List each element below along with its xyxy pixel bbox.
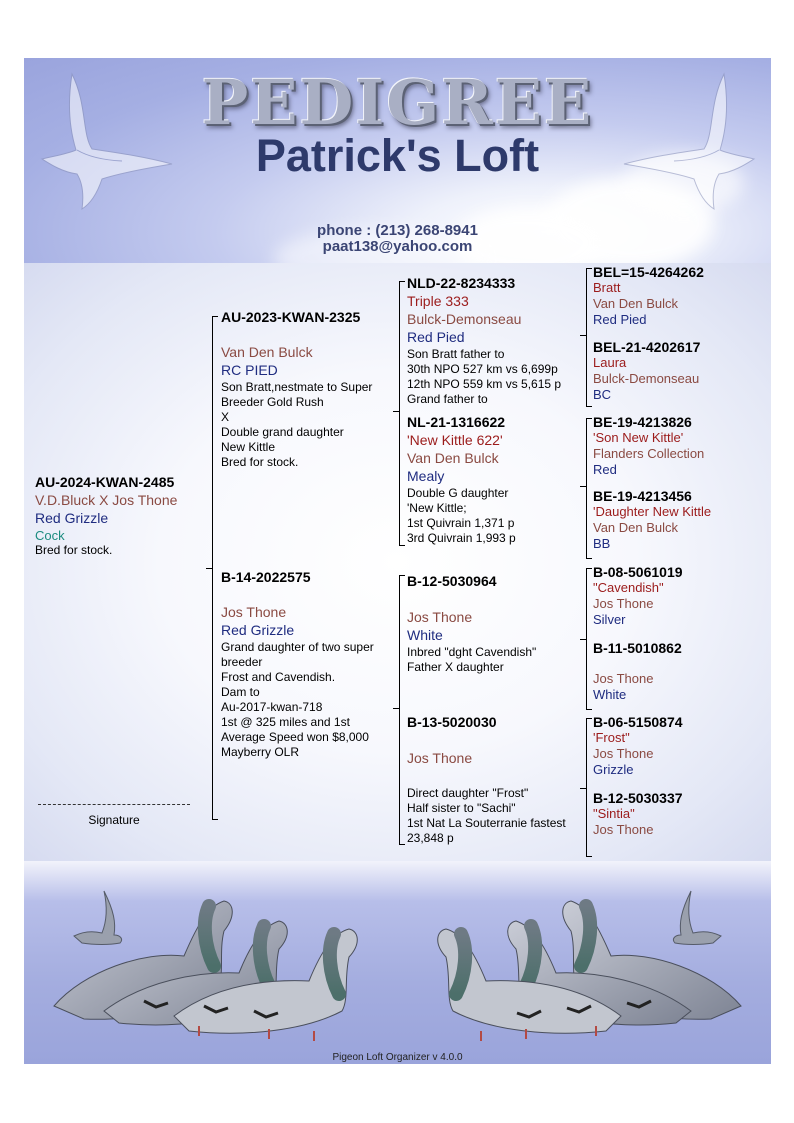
bracket-tick — [212, 316, 218, 317]
contact-phone: phone : (213) 268-8941 — [317, 222, 478, 239]
sire-strain: Van Den Bulck — [221, 344, 313, 360]
bracket-tick — [580, 639, 586, 640]
bracket-tick — [586, 709, 592, 710]
sire-sire-name: Triple 333 — [407, 293, 469, 309]
bracket-tick — [399, 575, 405, 576]
dam-note: 1st @ 325 miles and 1st — [221, 715, 350, 729]
ggp-6-ring: B-11-5010862 — [593, 640, 682, 656]
bracket-tick — [399, 844, 405, 845]
software-credit: Pigeon Loft Organizer v 4.0.0 — [332, 1052, 463, 1063]
ggp-6-strain: Jos Thone — [593, 671, 654, 686]
ggp-3-name: 'Son New Kittle' — [593, 430, 684, 445]
bracket-gen3 — [586, 418, 587, 559]
bracket-dam — [399, 575, 400, 845]
ggp-4-strain: Van Den Bulck — [593, 520, 679, 535]
dam-dam-note: Direct daughter "Frost" — [407, 786, 529, 800]
sire-note: New Kittle — [221, 440, 276, 454]
sire-note: Son Bratt,nestmate to Super — [221, 380, 373, 394]
flying-pigeon-right-icon — [673, 891, 721, 945]
ggp-5-name: "Cavendish" — [593, 580, 664, 595]
dam-note: Grand daughter of two super — [221, 640, 374, 654]
dam-note: Dam to — [221, 685, 260, 699]
dam-note: Mayberry OLR — [221, 745, 300, 759]
ggp-1-strain: Van Den Bulck — [593, 296, 679, 311]
sire-note: Double grand daughter — [221, 425, 344, 439]
bracket-tick — [580, 486, 586, 487]
sire-note: Breeder Gold Rush — [221, 395, 324, 409]
sire-dam-note: 'New Kittle; — [407, 501, 467, 515]
dam-note: breeder — [221, 655, 263, 669]
sire-dam-color: Mealy — [407, 468, 445, 484]
bracket-sire — [399, 281, 400, 546]
ggp-8-name: "Sintia" — [593, 806, 635, 821]
bracket-tick — [586, 406, 592, 407]
subject-ring: AU-2024-KWAN-2485 — [35, 474, 175, 490]
bracket-tick — [586, 856, 592, 857]
subject-sex: Cock — [35, 528, 65, 543]
subject-notes: Bred for stock. — [35, 543, 113, 557]
contact-email: paat138@yahoo.com — [322, 238, 473, 255]
ggp-4-color: BB — [593, 536, 611, 551]
ggp-2-strain: Bulck-Demonseau — [593, 371, 700, 386]
bracket-gen3 — [586, 268, 587, 407]
dam-note: Average Speed won $8,000 — [221, 730, 369, 744]
bracket-tick — [399, 545, 405, 546]
signature-line — [38, 804, 190, 805]
dam-dam-strain: Jos Thone — [407, 750, 473, 766]
signature-label: Signature — [88, 813, 140, 827]
dam-sire-ring: B-12-5030964 — [407, 573, 497, 589]
header-banner — [24, 58, 771, 263]
ggp-3-ring: BE-19-4213826 — [593, 414, 692, 430]
ggp-1-name: Bratt — [593, 280, 621, 295]
bracket-tick — [206, 568, 212, 569]
sire-sire-note: Grand father to — [407, 392, 488, 406]
ggp-7-ring: B-06-5150874 — [593, 714, 683, 730]
dam-dam-ring: B-13-5020030 — [407, 714, 497, 730]
ggp-2-ring: BEL-21-4202617 — [593, 339, 701, 355]
ggp-4-name: 'Daughter New Kittle — [593, 504, 712, 519]
sire-color: RC PIED — [221, 362, 278, 378]
sire-sire-note: 12th NPO 559 km vs 5,615 p — [407, 377, 562, 391]
dam-sire-note: Father X daughter — [407, 660, 504, 674]
sire-dam-ring: NL-21-1316622 — [407, 414, 506, 430]
pedigree-page — [24, 58, 771, 1064]
sire-sire-note: Son Bratt father to — [407, 347, 505, 361]
ggp-8-strain: Jos Thone — [593, 822, 654, 837]
bracket-tick — [586, 418, 592, 419]
bracket-tick — [586, 568, 592, 569]
bracket-tick — [580, 335, 586, 336]
bracket-gen3 — [586, 718, 587, 857]
sire-dam-note: 3rd Quivrain 1,993 p — [407, 531, 516, 545]
bracket-gen3 — [586, 568, 587, 710]
ggp-3-color: Red — [593, 462, 617, 477]
sire-dam-note: Double G daughter — [407, 486, 509, 500]
sire-sire-color: Red Pied — [407, 329, 465, 345]
ggp-1-ring: BEL=15-4264262 — [593, 264, 704, 280]
pigeon-group-right — [438, 901, 741, 1041]
flying-pigeon-left-icon — [74, 891, 122, 945]
ggp-2-name: Laura — [593, 355, 627, 370]
loft-name: Patrick's Loft — [255, 130, 540, 181]
dam-sire-color: White — [407, 627, 443, 643]
ggp-2-color: BC — [593, 387, 612, 402]
dam-sire-note: Inbred "dght Cavendish" — [407, 645, 537, 659]
dam-color: Red Grizzle — [221, 622, 295, 638]
sire-ring: AU-2023-KWAN-2325 — [221, 309, 361, 325]
ggp-1-color: Red Pied — [593, 312, 647, 327]
pigeons-illustration — [24, 861, 771, 1064]
sire-dam-note: 1st Quivrain 1,371 p — [407, 516, 515, 530]
sire-note: X — [221, 410, 230, 424]
sire-note: Bred for stock. — [221, 455, 299, 469]
dam-dam-note: Half sister to "Sachi" — [407, 801, 516, 815]
bracket-tick — [586, 718, 592, 719]
ggp-7-strain: Jos Thone — [593, 746, 654, 761]
bracket-subject — [212, 316, 213, 820]
footer-banner — [24, 861, 771, 1064]
dam-sire-strain: Jos Thone — [407, 609, 473, 625]
ggp-6-color: White — [593, 687, 627, 702]
ggp-5-color: Silver — [593, 612, 626, 627]
ggp-7-color: Grizzle — [593, 762, 634, 777]
dam-dam-note: 1st Nat La Souterranie fastest — [407, 816, 566, 830]
sire-sire-note: 30th NPO 527 km vs 6,699p — [407, 362, 558, 376]
subject-color: Red Grizzle — [35, 510, 109, 526]
bracket-tick — [399, 281, 405, 282]
pigeon-group-left — [54, 901, 357, 1041]
sire-sire-strain: Bulck-Demonseau — [407, 311, 522, 327]
dam-ring: B-14-2022575 — [221, 569, 311, 585]
ggp-4-ring: BE-19-4213456 — [593, 488, 692, 504]
ggp-5-strain: Jos Thone — [593, 596, 654, 611]
ggp-8-ring: B-12-5030337 — [593, 790, 683, 806]
ggp-3-strain: Flanders Collection — [593, 446, 705, 461]
subject-strain: V.D.Bluck X Jos Thone — [35, 492, 178, 508]
ggp-7-name: 'Frost" — [593, 730, 630, 745]
ggp-5-ring: B-08-5061019 — [593, 564, 683, 580]
pedigree-title: PEDIGREE — [201, 66, 594, 139]
dam-note: Frost and Cavendish. — [221, 670, 336, 684]
bracket-tick — [586, 268, 592, 269]
bracket-tick — [393, 411, 399, 412]
sire-sire-ring: NLD-22-8234333 — [407, 275, 516, 291]
bracket-tick — [586, 558, 592, 559]
sire-dam-strain: Van Den Bulck — [407, 450, 499, 466]
dam-strain: Jos Thone — [221, 604, 287, 620]
dam-note: Au-2017-kwan-718 — [221, 700, 323, 714]
sire-dam-name: 'New Kittle 622' — [407, 432, 503, 448]
bracket-tick — [580, 788, 586, 789]
bracket-tick — [212, 819, 218, 820]
bracket-tick — [393, 708, 399, 709]
dam-dam-note: 23,848 p — [407, 831, 454, 845]
